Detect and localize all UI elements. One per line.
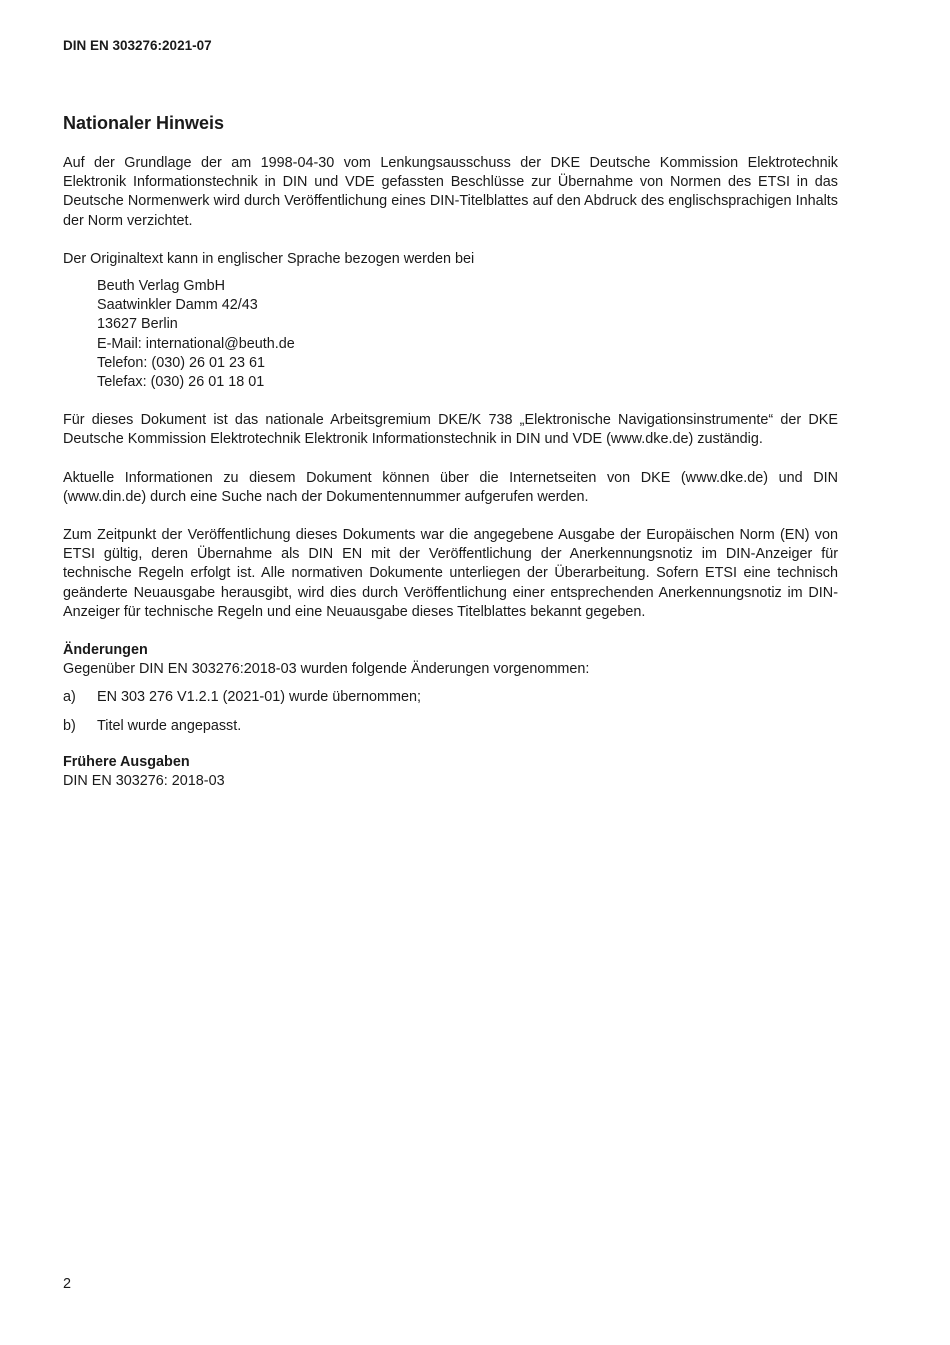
changes-intro: Gegenüber DIN EN 303276:2018-03 wurden folgende Änderungen vorgenommen: [63,661,590,678]
page-number: 2 [63,1276,72,1292]
publisher-address [97,277,838,392]
address-fax: Telefax: (030) 26 01 18 01 [97,374,265,391]
list-item-marker: b) [63,717,76,734]
document-page [63,0,838,1345]
address-company: Beuth Verlag GmbH [97,278,225,295]
paragraph-responsible-committee: Für dieses Dokument ist das nationale Arbeitsgremium DKE/K 738 „Elektronische Navigationsinstrumente“ der DKE Deutsche Kommission Elektrotechnik Elektronik Informationstechnik in DIN und VDE (www.dke.de) zuständig. [63,412,838,448]
list-item [63,717,838,736]
paragraph-adoption-basis: Auf der Grundlage der am 1998-04-30 vom Lenkungsausschuss der DKE Deutsche Kommission Elektrotechnik Elektronik Informationstechnik in DIN und VDE gefassten Beschlüsse zur Übernahme von Normen des ETSI in das Deutsche Normenwerk wird durch Veröffentlichung eines DIN-Titelblattes auf den Abdruck des englischsprachigen Inhalts der Norm verzichtet. [63,155,838,229]
list-item-marker: a) [63,689,76,706]
document-id: DIN EN 303276:2021-07 [63,38,212,53]
paragraph-current-information: Aktuelle Informationen zu diesem Dokument können über die Internetseiten von DKE (www.dke.de) und DIN (www.din.de) durch eine Suche nach der Dokumentennummer aufgerufen werden. [63,469,838,505]
paragraph-original-text-source: Der Originaltext kann in englischer Sprache bezogen werden bei [63,250,475,267]
address-street: Saatwinkler Damm 42/43 [97,297,258,314]
previous-editions-heading: Frühere Ausgaben [63,753,190,770]
list-item-text: Titel wurde angepasst. [97,717,242,734]
changes-list-wrapper [63,688,838,735]
previous-editions-text: DIN EN 303276: 2018-03 [63,773,225,790]
changes-heading: Änderungen [63,642,148,659]
address-phone: Telefon: (030) 26 01 23 61 [97,354,266,371]
address-email: E-Mail: international@beuth.de [97,335,295,352]
address-city: 13627 Berlin [97,316,178,333]
document-content [63,154,838,791]
list-item [63,688,838,707]
section-title: Nationaler Hinweis [63,113,225,133]
paragraph-validity-notice: Zum Zeitpunkt der Veröffentlichung dieses Dokuments war die angegebene Ausgabe der Europäischen Norm (EN) von ETSI gültig, deren Übernahme als DIN EN mit der Veröffentlichung der Anerkennungsnotiz im DIN-Anzeiger für technische Regeln erfolgt ist. Alle normativen Dokumente unterliegen der Überarbeitung. Sofern ETSI eine technisch geänderte Neuausgabe herausgibt, wird dies durch Veröffentlichung einer entsprechenden Anerkennungsnotiz im DIN-Anzeiger für technische Regeln und eine Neuausgabe dieses Titelblattes bekannt gegeben. [63,527,838,620]
list-item-text: EN 303 276 V1.2.1 (2021-01) wurde übernommen; [97,689,421,706]
changes-list [63,688,838,735]
